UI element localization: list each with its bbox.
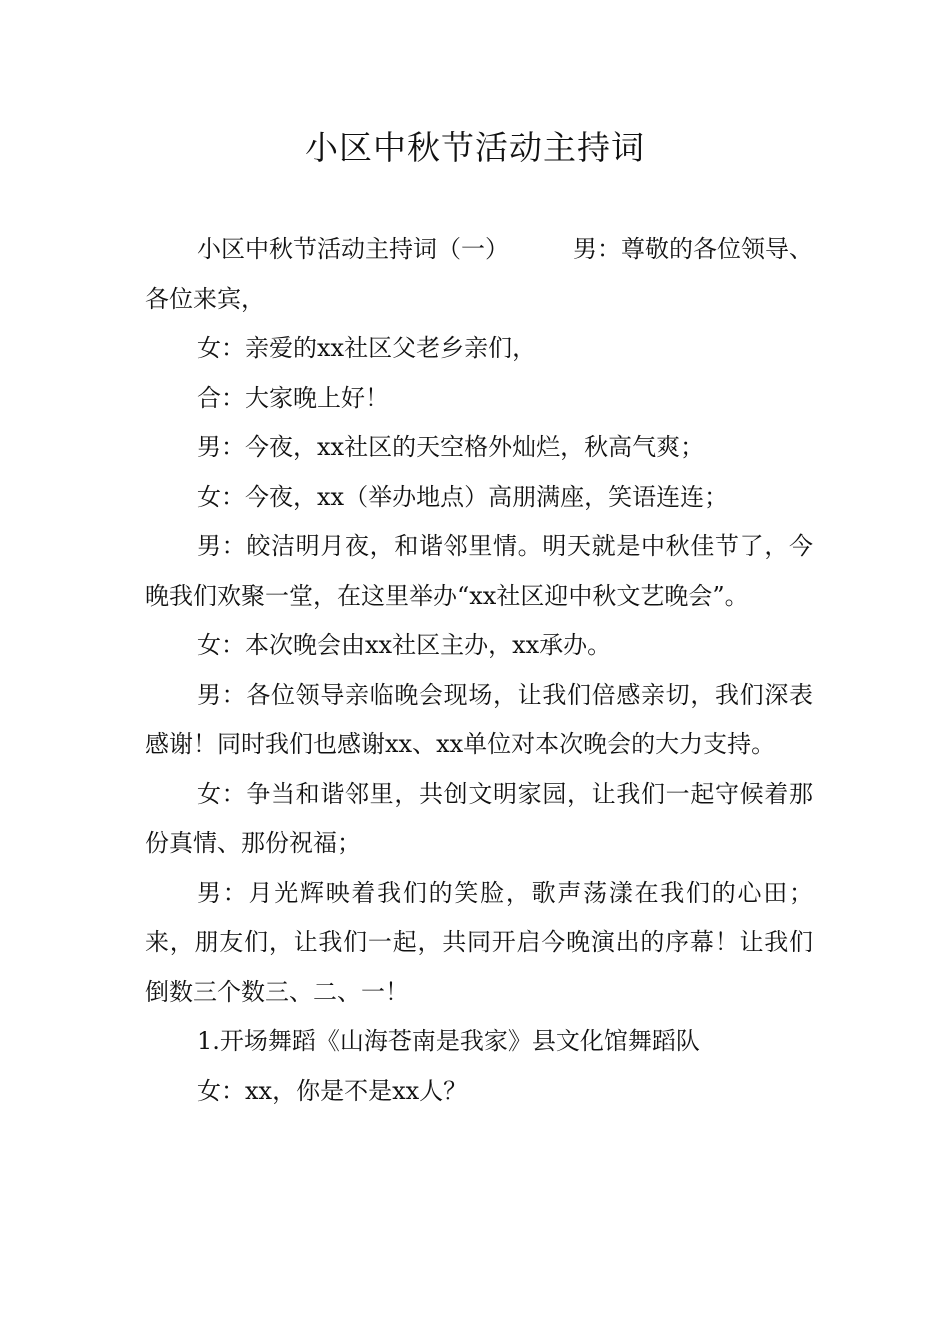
section-heading: 小区中秋节活动主持词（一） [197, 235, 509, 263]
paragraph: 男：今夜，xx社区的天空格外灿烂，秋高气爽； [197, 433, 705, 461]
paragraph: 1.开场舞蹈《山海苍南是我家》县文化馆舞蹈队 [197, 1027, 700, 1055]
paragraph: 合：大家晚上好！ [197, 383, 389, 412]
paragraph [145, 225, 813, 324]
paragraph: 女：今夜，xx（举办地点）高朋满座，笑语连连； [197, 482, 729, 511]
paragraph: 女：亲爱的xx社区父老乡亲们， [197, 334, 537, 362]
document-body [145, 225, 813, 1116]
paragraph: 女：本次晚会由xx社区主办，xx承办。 [197, 631, 612, 659]
paragraph: 女：争当和谐邻里，共创文明家园，让我们一起守候着那份真情、那份祝福； [145, 779, 813, 857]
paragraph-text: 男：尊敬的各位领导、各位来宾， [145, 235, 813, 313]
paragraph: 男：皎洁明月夜，和谐邻里情。明天就是中秋佳节了，今晚我们欢聚一堂，在这里举办“xx社区迎中秋文艺晚会”。 [145, 532, 813, 610]
paragraph: 男：月光辉映着我们的笑脸，歌声荡漾在我们的心田；来，朋友们，让我们一起，共同开启今晚演出的序幕！让我们倒数三个数三、二、一！ [145, 878, 813, 1006]
document-title: 小区中秋节活动主持词 [305, 128, 645, 167]
paragraph: 男：各位领导亲临晚会现场，让我们倍感亲切，我们深表感谢！同时我们也感谢xx、xx单位对本次晚会的大力支持。 [145, 680, 813, 758]
paragraph: 女：xx，你是不是xx人？ [197, 1076, 468, 1105]
